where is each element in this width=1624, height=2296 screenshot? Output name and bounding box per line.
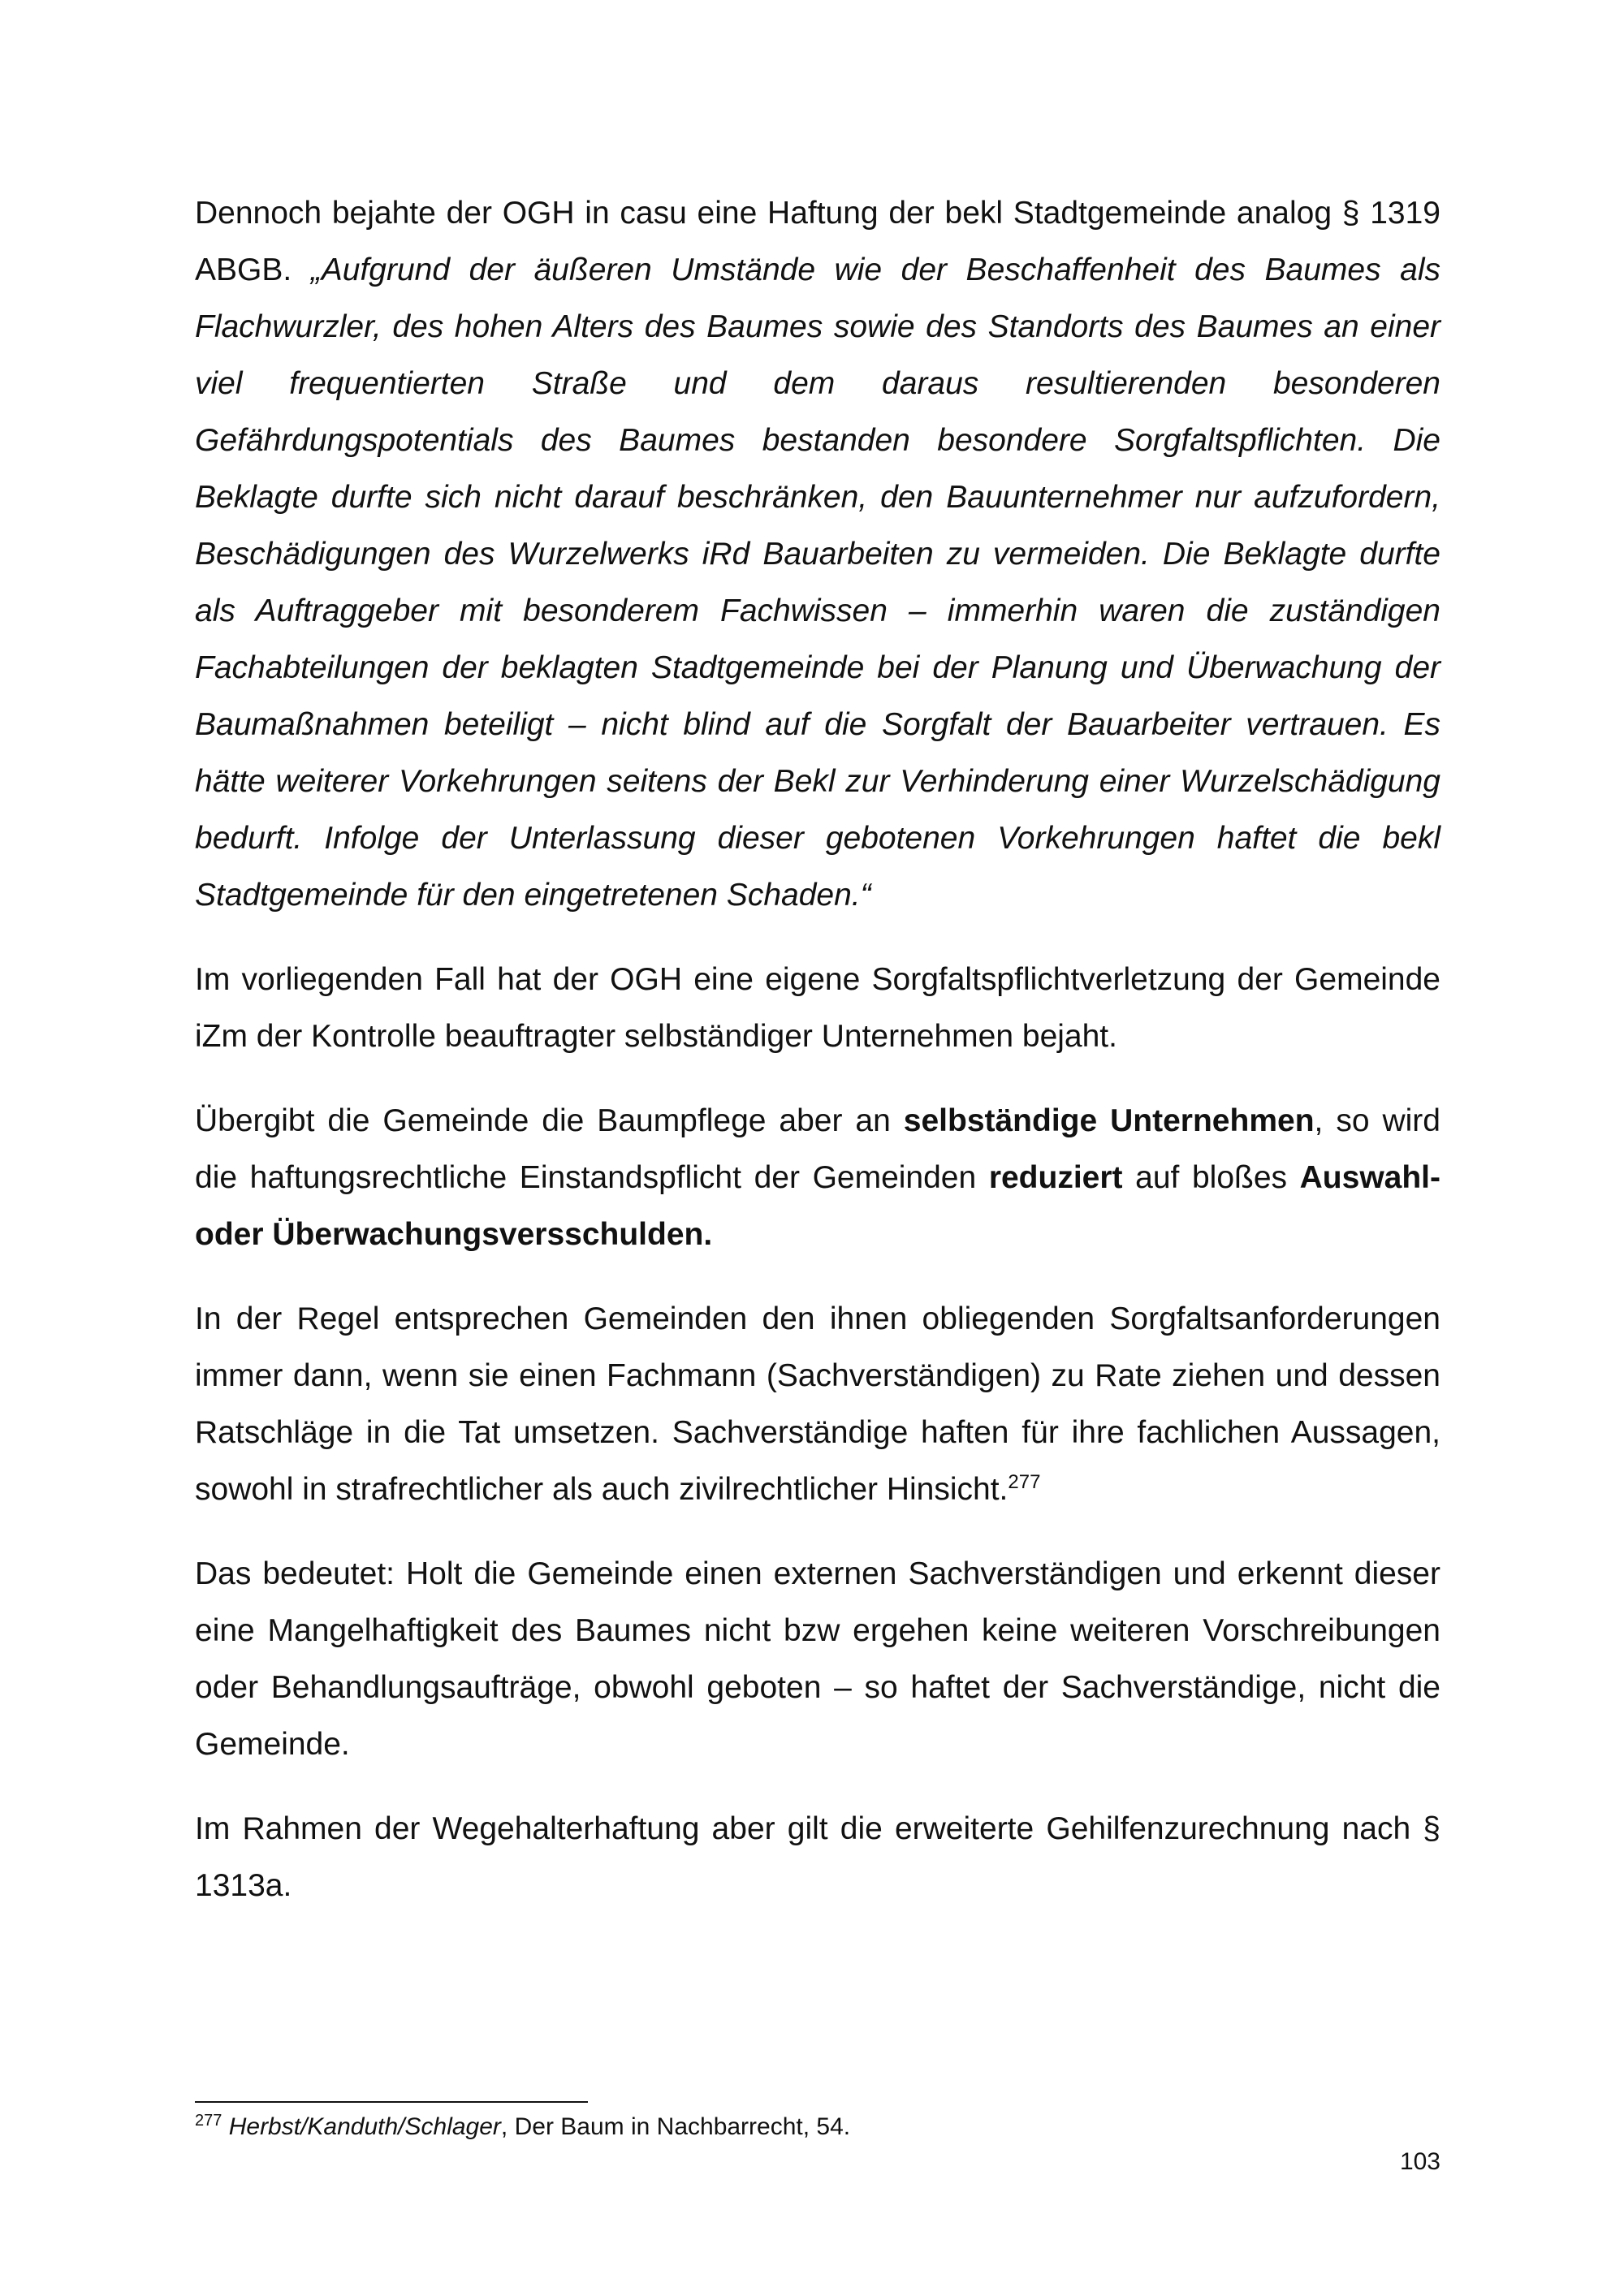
text-segment: auf bloßes	[1122, 1160, 1300, 1195]
page-number: 103	[1399, 2148, 1440, 2175]
paragraph-road-keeper-liability: Im Rahmen der Wegehalterhaftung aber gilt die erweiterte Gehilfenzurechnung nach § 1313a.	[195, 1811, 1440, 1903]
court-quote: „Aufgrund der äußeren Umstände wie der Beschaffenheit des Baumes als Flachwurzler, des hohen Alters des Baumes sowie des Standorts des Baumes an einer viel frequentierten Straße und dem daraus resultierenden besonderen Gefährdungspotentials des Baumes bestanden besondere Sorgfaltspflichten. Die Beklagte durfte sich nicht darauf beschränken, den Bauunternehmer nur aufzufordern, Beschädigungen des Wurzelwerks iRd Bauarbeiten zu vermeiden. Die Beklagte durfte als Auftraggeber mit besonderem Fachwissen – immerhin waren die zuständigen Fachabteilungen der beklagten Stadtgemeinde bei der Planung und Überwachung der Baumaßnahmen beteiligt – nicht blind auf die Sorgfalt der Bauarbeiter vertrauen. Es hätte weiterer Vorkehrungen seitens der Bekl zur Verhinderung einer Wurzelschädigung bedurft. Infolge der Unterlassung dieser gebotenen Vorkehrungen haftet die bekl Stadtgemeinde für den eingetretenen Schaden.“	[195, 252, 1441, 913]
footnote-divider	[195, 2101, 588, 2103]
footnote-reference[interactable]: 277	[1008, 1471, 1041, 1493]
bold-reduced: reduziert	[988, 1160, 1123, 1195]
page-body	[195, 185, 1440, 1914]
footnote-author: Herbst/Kanduth/Schlager	[228, 2113, 501, 2140]
bold-independent-contractors: selbständige Unternehmen	[903, 1103, 1315, 1138]
footnote-text: , Der Baum in Nachbarrecht, 54.	[500, 2113, 851, 2140]
paragraph-meaning: Das bedeutet: Holt die Gemeinde einen externen Sachverständigen und erkennt dieser eine Mangelhaftigkeit des Baumes nicht bzw ergehen keine weiteren Vorschreibungen oder Behandlungsaufträge, obwohl geboten – so haftet der Sachverständige, nicht die Gemeinde.	[195, 1556, 1440, 1762]
footnote	[195, 2111, 850, 2143]
text-segment: Übergibt die Gemeinde die Baumpflege aber an	[195, 1103, 904, 1138]
paragraph-own-duty-breach: Im vorliegenden Fall hat der OGH eine eigene Sorgfaltspflichtverletzung der Gemeinde iZm der Kontrolle beauftragter selbständiger Unternehmen bejaht.	[195, 962, 1440, 1054]
text-segment: In der Regel entsprechen Gemeinden den ihnen obliegenden Sorgfaltsanforderungen immer dann, wenn sie einen Fachmann (Sachverständigen) zu Rate ziehen und dessen Ratschläge in die Tat umsetzen. Sachverständige haften für ihre fachlichen Aussagen, sowohl in strafrechtlicher als auch zivilrechtlicher Hinsicht.	[195, 1301, 1440, 1507]
paragraph-intro-text: Dennoch bejahte der OGH in casu eine Haftung der bekl Stadtgemeinde analog § 1319 ABGB.	[195, 196, 1440, 287]
bold-selection-fault: Auswahl- oder Überwachungsversschulden.	[195, 1160, 1440, 1252]
paragraph-ogh-liability	[195, 185, 1440, 924]
paragraph-independent-contractors	[195, 1093, 1440, 1263]
text-segment: , so wird die haftungsrechtliche Einstandspflicht der Gemeinden	[195, 1103, 1440, 1195]
paragraph-experts	[195, 1291, 1440, 1518]
footnote-number: 277	[195, 2112, 222, 2130]
